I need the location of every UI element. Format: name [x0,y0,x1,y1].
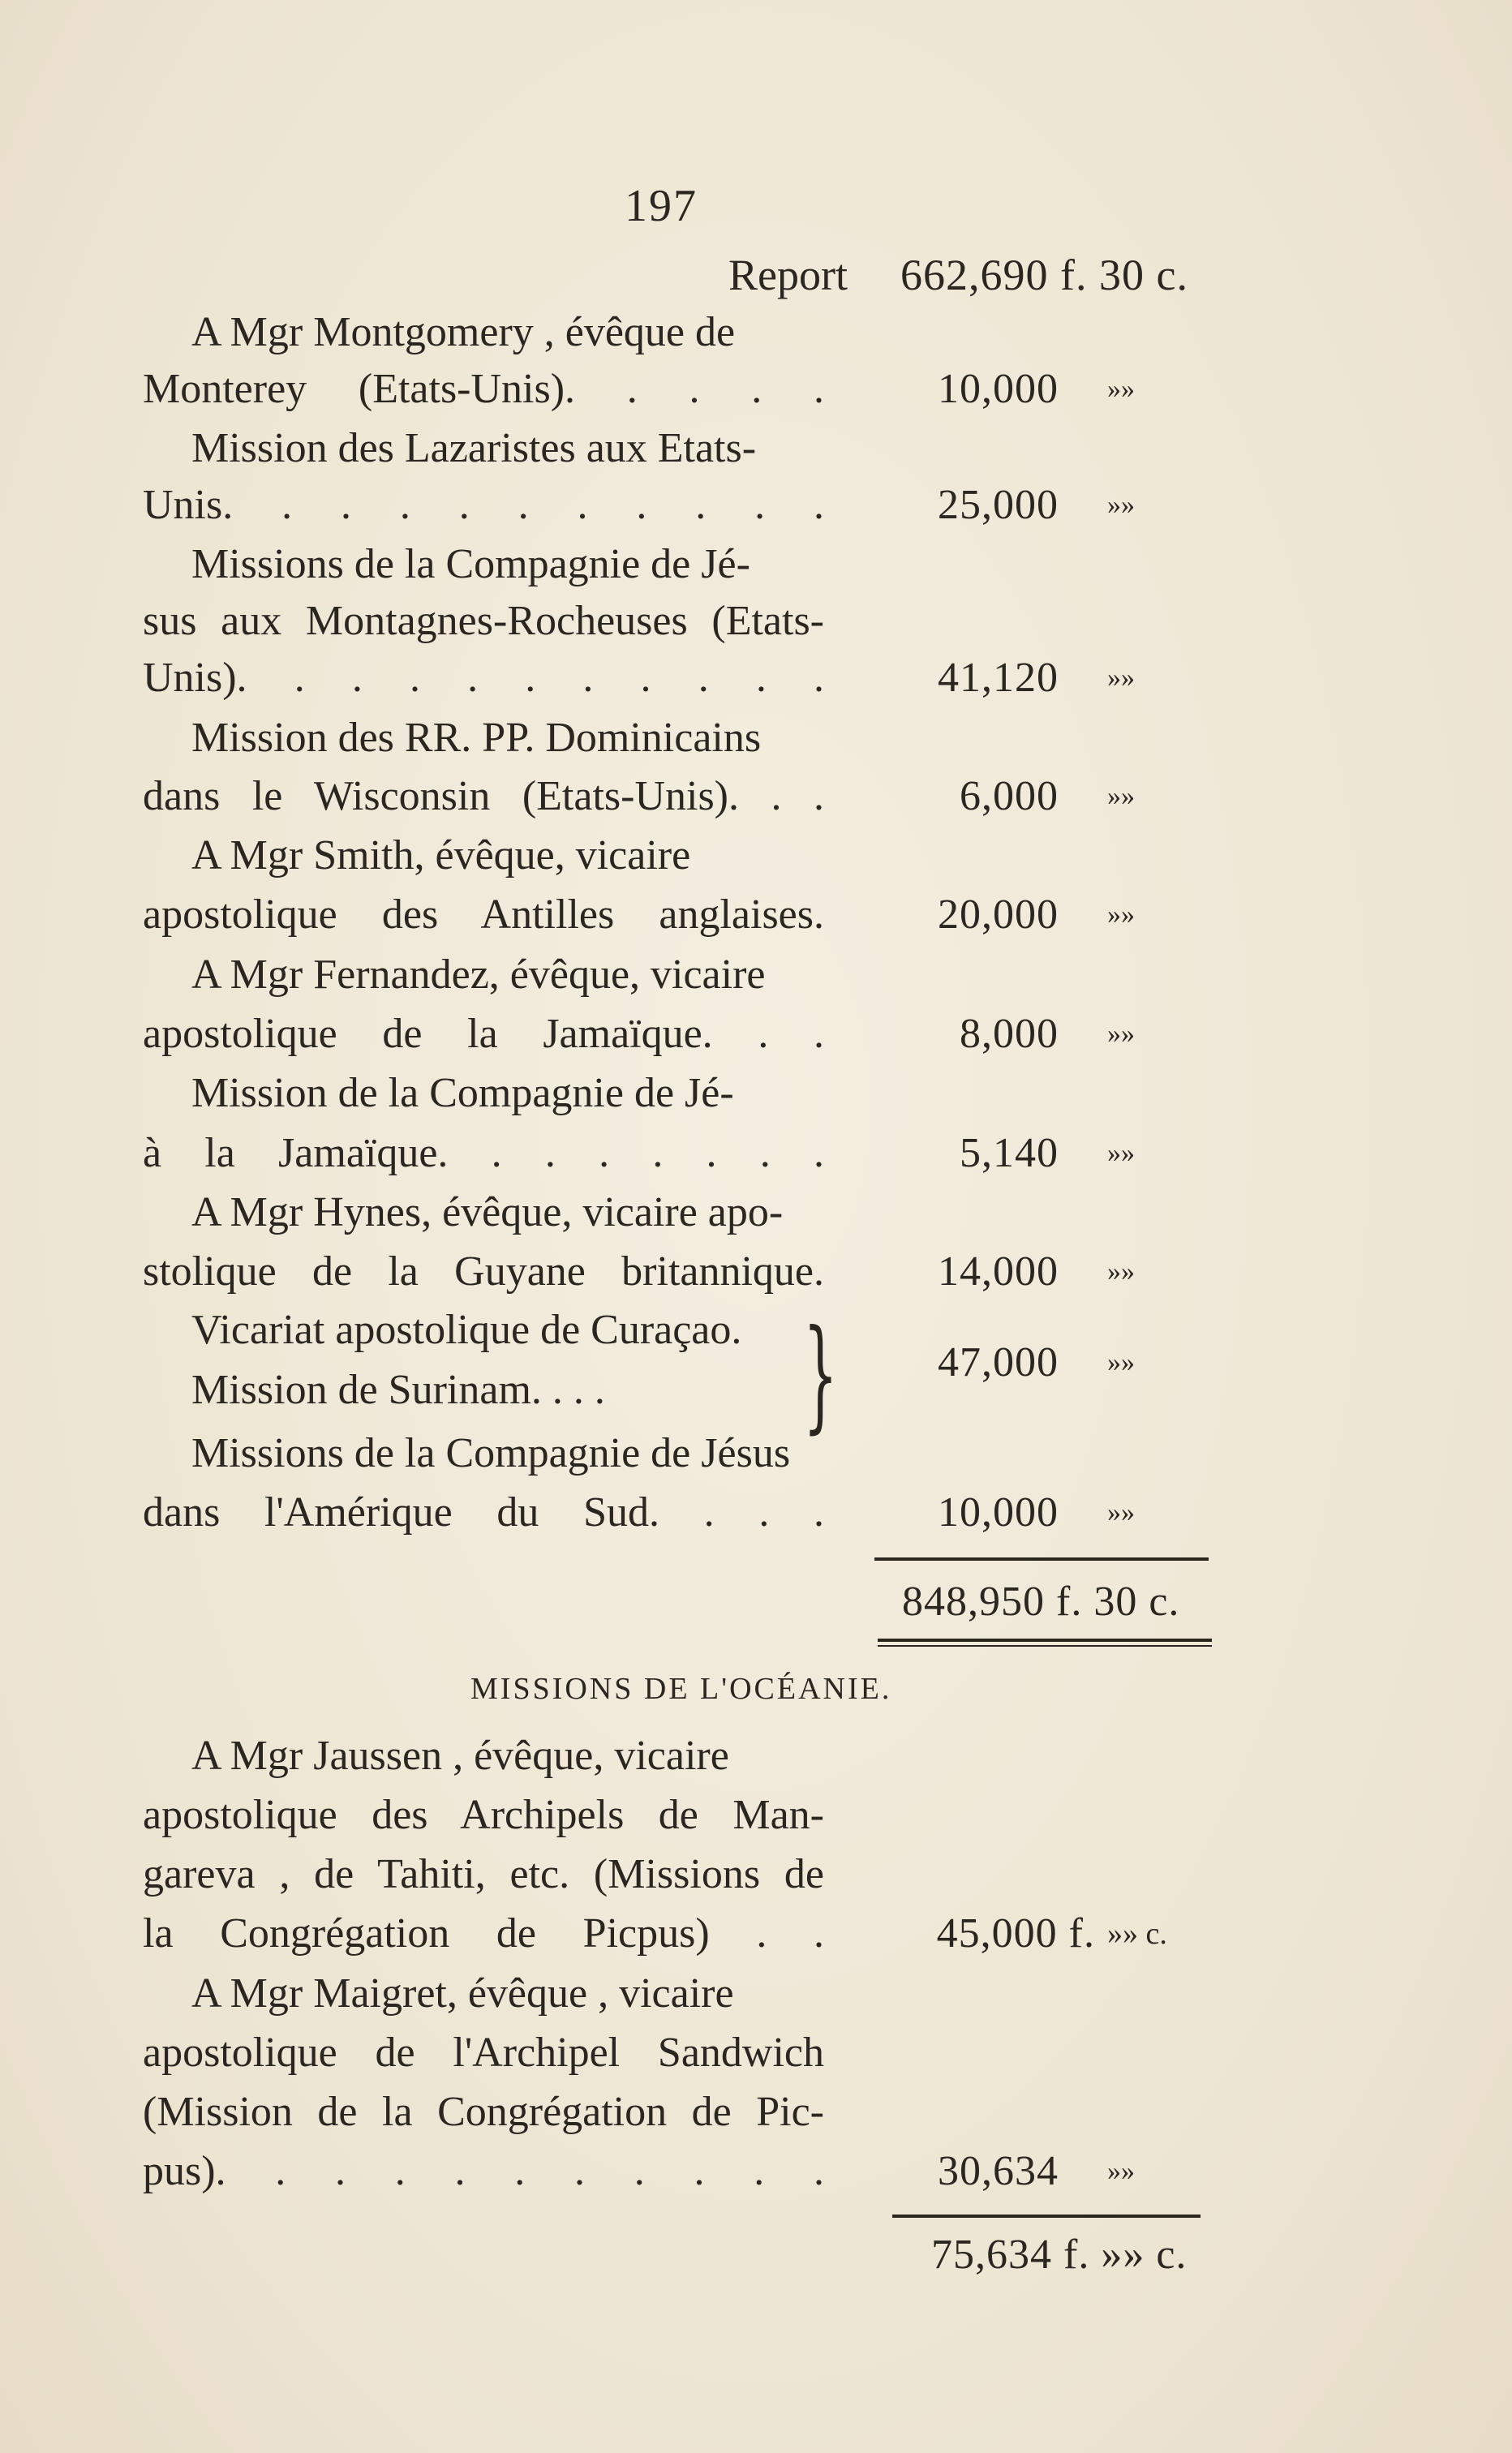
ditto-mark: »» c. [1107,1917,1167,1951]
brace-symbol: } [803,1304,838,1446]
entry-line: stolique de la Guyane britannique. [143,1248,824,1295]
entry-line: A Mgr Smith, évêque, vicaire [191,832,691,879]
entry-amount: 6,000 [960,773,1059,819]
entry-amount: 45,000 f. [936,1910,1095,1957]
ditto-mark: »» [1107,781,1135,811]
entry-line: A Mgr Jaussen , évêque, vicaire [191,1733,729,1779]
entry-amount: 47,000 [938,1339,1059,1385]
entry-amount: 41,120 [938,655,1059,701]
entry-amount: 5,140 [960,1130,1059,1176]
entry-line: à la Jamaïque. . . . . . . . [143,1130,824,1176]
section-title: MISSIONS DE L'OCÉANIE. [470,1672,892,1706]
ditto-mark: »» [1107,374,1135,404]
entry-line: A Mgr Fernandez, évêque, vicaire [191,952,766,998]
entry-amount: 8,000 [960,1011,1059,1057]
entry-line: Mission des Lazaristes aux Etats- [191,425,757,471]
entry-line: apostolique de l'Archipel Sandwich [143,2030,824,2076]
ditto-mark: »» [1107,1497,1135,1527]
entry-line: Monterey (Etats-Unis). . . . . [143,366,824,412]
total-rule [874,1557,1209,1561]
entry-line: A Mgr Maigret, évêque , vicaire [191,1970,734,2017]
entry-line: (Mission de la Congrégation de Pic- [143,2089,824,2135]
entry-line: Unis). . . . . . . . . . . [143,655,824,701]
entry-line: apostolique de la Jamaïque. . . [143,1011,824,1057]
entry-line: Mission de la Compagnie de Jé- [191,1070,734,1116]
entry-line: A Mgr Hynes, évêque, vicaire apo- [191,1189,784,1235]
page-number: 197 [625,181,698,231]
entry-line: Missions de la Compagnie de Jésus [191,1430,791,1476]
entry-line: Unis. . . . . . . . . . . [143,482,824,528]
america-total: 848,950 f. 30 c. [902,1579,1180,1625]
entry-line: Mission de Surinam. . . . [191,1367,605,1413]
total-rule [878,1639,1212,1642]
entry-amount: 10,000 [938,366,1059,412]
report-amount: 662,690 f. 30 c. [900,251,1188,299]
entry-line: sus aux Montagnes-Rocheuses (Etats- [143,598,824,644]
ditto-mark: »» [1107,1257,1135,1287]
entry-line: gareva , de Tahiti, etc. (Missions de [143,1851,824,1897]
ditto-mark: »» [1107,1347,1135,1377]
entry-line: apostolique des Antilles anglaises. [143,891,824,938]
ditto-mark: »» [1107,1019,1135,1049]
ditto-mark: »» [1107,2156,1135,2186]
entry-line: A Mgr Montgomery , évêque de [191,309,736,355]
ditto-mark: »» [1107,490,1135,520]
entry-line: Missions de la Compagnie de Jé- [191,541,750,587]
total-rule [878,1645,1212,1647]
entry-amount: 20,000 [938,891,1059,938]
entry-line: la Congrégation de Picpus) . . [143,1910,824,1957]
entry-line: dans l'Amérique du Sud. . . . [143,1489,824,1536]
oceania-total: 75,634 f. »» c. [931,2232,1188,2278]
entry-line: Vicariat apostolique de Curaçao. [191,1307,742,1353]
ditto-mark: »» [1107,900,1135,930]
ditto-mark: »» [1107,1138,1135,1168]
entry-line: dans le Wisconsin (Etats-Unis). . . [143,773,824,819]
entry-amount: 30,634 [938,2148,1059,2194]
ditto-mark: »» [1107,663,1135,693]
total-rule [892,2215,1201,2218]
entry-amount: 25,000 [938,482,1059,528]
report-label: Report [728,251,848,299]
entry-amount: 10,000 [938,1489,1059,1536]
entry-line: pus). . . . . . . . . . . [143,2148,824,2194]
entry-line: apostolique des Archipels de Man- [143,1792,824,1838]
entry-line: Mission des RR. PP. Dominicains [191,715,762,761]
entry-amount: 14,000 [938,1248,1059,1295]
